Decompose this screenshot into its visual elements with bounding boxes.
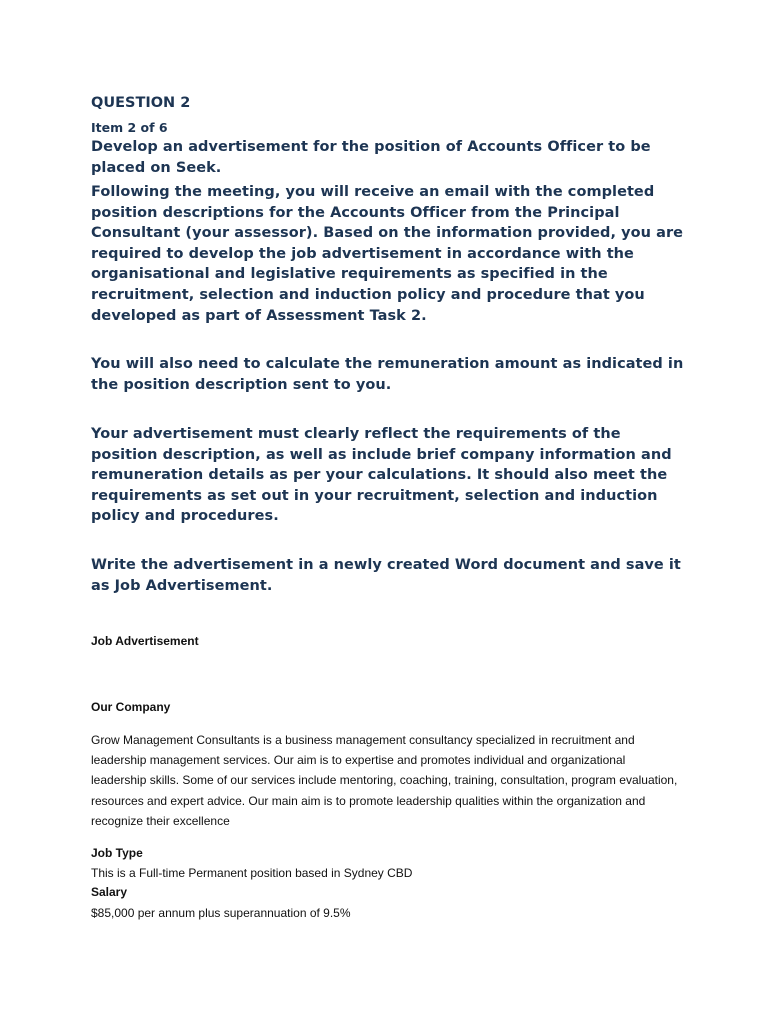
item-counter: Item 2 of 6 (91, 120, 168, 135)
salary-text: $85,000 per annum plus superannuation of 9.5% (91, 906, 351, 920)
answer-heading: Job Advertisement (91, 634, 199, 648)
question-paragraph-4: Your advertisement must clearly reflect the requirements of the position description, as well as include brief company information and remuneration details as per your calculations. It should also meet the requirements as set out in your recruitment, selection and induction policy and procedures. (91, 426, 672, 525)
question-paragraph-2: Following the meeting, you will receive an email with the completed position descriptions for the Accounts Officer from the Principal Consultant (your assessor). Based on the information provided, you are required to develop the job advertisement in accordance with the organisational and legislative requirements as specified in the recruitment, selection and induction policy and procedure that you developed as part of Assessment Task 2. (91, 184, 684, 324)
company-description: Grow Management Consultants is a business management consultancy specialized in recruitment and leadership management services. Our aim is to expertise and promotes individual and organizational leadership skills. Some of our services include mentoring, coaching, training, consultation, program evaluation, resources and expert advice. Our main aim is to promote leadership qualities within the organization and recognize their excellence (91, 733, 678, 828)
salary-heading: Salary (91, 885, 128, 899)
job-type-heading: Job Type (91, 846, 143, 860)
company-heading: Our Company (91, 700, 171, 714)
job-type-text: This is a Full-time Permanent position based in Sydney CBD (91, 866, 413, 880)
question-title: QUESTION 2 (91, 95, 191, 111)
question-paragraph-5: Write the advertisement in a newly created Word document and save it as Job Advertisement. (91, 557, 681, 594)
question-paragraph-3: You will also need to calculate the remuneration amount as indicated in the position description sent to you. (91, 356, 684, 393)
question-paragraph-1: Develop an advertisement for the position of Accounts Officer to be placed on Seek. (91, 139, 651, 176)
